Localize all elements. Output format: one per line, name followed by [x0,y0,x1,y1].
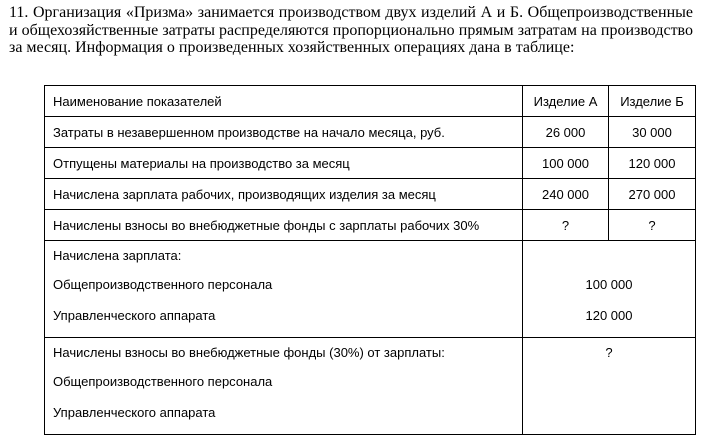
contrib-block-row [45,338,696,435]
salary-block-title: Начислена зарплата: [53,248,182,263]
salary-item-value: 120 000 [585,308,633,323]
row-value-a: 240 000 [523,179,609,210]
contrib-block-title: Начислены взносы во внебюджетные фонды (30%) от зарплаты: [53,345,445,360]
contrib-block-value: ? [605,345,613,360]
salary-block-labels [45,241,523,338]
operations-table [44,85,696,435]
problem-statement: 11. Организация «Призма» занимается производством двух изделий А и Б. Общепроизводственные и общехозяйственные затраты распределяются пропорционально прямым затратам на производство за месяц. Информация о произведенных хозяйственных операциях дана в таблице: [9,4,693,56]
row-label: Затраты в незавершенном производстве на начало месяца, руб. [45,117,523,148]
salary-block-values [523,241,696,338]
header-product-b: Изделие Б [609,86,696,117]
row-value-b: 120 000 [609,148,696,179]
row-value-b: 30 000 [609,117,696,148]
row-value-b: 270 000 [609,179,696,210]
salary-item-label: Управленческого аппарата [53,308,216,323]
table-row [45,210,696,241]
row-label: Начислены взносы во внебюджетные фонды с зарплаты рабочих 30% [45,210,523,241]
salary-block-row [45,241,696,338]
row-value-a: ? [523,210,609,241]
contrib-block-labels [45,338,523,435]
contrib-block-values [523,338,696,435]
header-product-a: Изделие А [523,86,609,117]
salary-item-value: 100 000 [585,277,633,292]
salary-item-label: Общепроизводственного персонала [53,277,273,292]
contrib-item-label: Общепроизводственного персонала [53,374,273,389]
row-label: Начислена зарплата рабочих, производящих изделия за месяц [45,179,523,210]
table-row [45,148,696,179]
header-indicator: Наименование показателей [45,86,523,117]
table-row [45,117,696,148]
row-label: Отпущены материалы на производство за месяц [45,148,523,179]
row-value-b: ? [609,210,696,241]
contrib-item-label: Управленческого аппарата [53,405,216,420]
row-value-a: 100 000 [523,148,609,179]
table-header-row [45,86,696,117]
table-row [45,179,696,210]
row-value-a: 26 000 [523,117,609,148]
